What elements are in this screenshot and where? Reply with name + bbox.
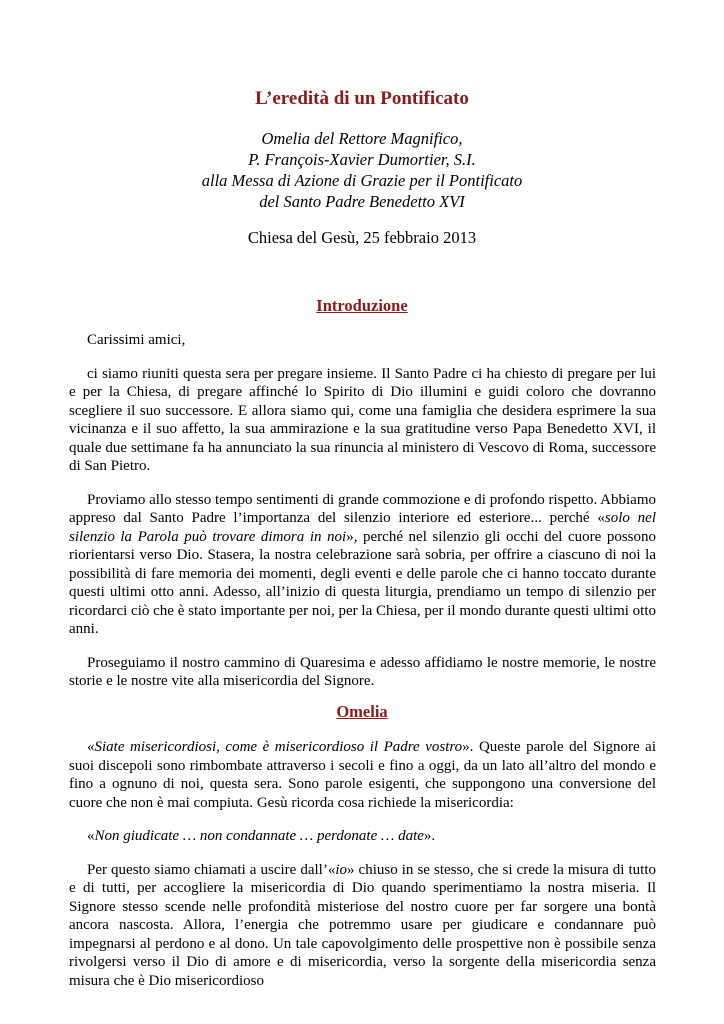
introduzione-body <box>69 331 656 706</box>
quote-run: solo nel silenzio la Parola può trovare dimora in noi <box>69 510 656 545</box>
subtitle-line: del Santo Padre Benedetto XVI <box>259 192 465 211</box>
section-heading-omelia: Omelia <box>336 702 388 721</box>
text-run: », perché nel silenzio gli occhi del cuore possono riorientarsi verso Dio. Stasera, la nostra celebrazione sarà sobria, per offrire a ciascuno di noi la possibilità di fare memoria dei momenti, degli eventi e delle parole che ci hanno toccato durante questi ultimi otto anni. Adesso, all’inizio di questa liturgia, prendiamo un tempo di silenzio per ricordarci ciò che è stato importante per noi, per la Chiesa, per il mondo durante questi ultimi otto anni. <box>69 528 656 637</box>
paragraph: ci siamo riuniti questa sera per pregare insieme. Il Santo Padre ci ha chiesto di pregare per lui e per la Chiesa, di pregare affinché lo Spirito di Dio illumini e guidi coloro che dovranno scegliere il suo successore. E allora siamo qui, come una famiglia che desidera esprimere la sua vicinanza e il suo affetto, la sua ammirazione e la sua gratitudine verso Papa Benedetto XVI, il quale due settimane fa ha annunciato la sua rinuncia al ministero di Vescovo di Roma, successore di San Pietro. <box>69 365 656 474</box>
text-run: « <box>87 739 95 755</box>
omelia-body <box>69 738 656 1005</box>
document-subtitle <box>0 128 724 212</box>
subtitle-line: Omelia del Rettore Magnifico, <box>261 129 463 148</box>
paragraph <box>69 738 656 812</box>
document-title: L’eredità di un Pontificato <box>255 88 469 109</box>
quote-run: io <box>335 861 348 878</box>
text-run: Per questo siamo chiamati a uscire dall’« <box>87 861 336 878</box>
section-heading-introduzione: Introduzione <box>316 296 408 315</box>
paragraph <box>69 491 656 639</box>
paragraph <box>69 827 656 846</box>
subtitle-line: alla Messa di Azione di Grazie per il Pontificato <box>201 171 523 190</box>
quote-run: Siate misericordiosi, come è misericordioso il Padre vostro <box>94 739 463 755</box>
salutation: Carissimi amici, <box>87 332 186 348</box>
text-run: « <box>87 828 95 844</box>
paragraph: Proseguiamo il nostro cammino di Quaresima e adesso affidiamo le nostre memorie, le nostre storie e le nostre vite alla misericordia del Signore. <box>69 654 656 689</box>
text-run: ». Queste parole del Signore ai suoi discepoli sono rimbombate attraverso i secoli e fino a oggi, da un lato all’altro del mondo e fino a ognuno di noi, questa sera. Sono parole esigenti, che suppongono una conversione del cuore che non è mai compiuta. Gesù ricorda cosa richiede la misericordia: <box>69 739 656 811</box>
text-run: » chiuso in se stesso, che si crede la misura di tutto e di tutti, per accogliere la misericordia di Dio quando sperimentiamo la nostra miseria. Il Signore stesso scende nelle profondità misteriose del nostro cuore per far sorgere una bontà ancora nascosta. Allora, l’energia che potremmo usare per giudicare e condannare può impegnarsi al perdono e al dono. Un tale capovolgimento delle prospettive non è possibile senza rivolgersi verso il Dio di amore e di misericordia, verso la sorgente della misericordia senza misura che è Dio misericordioso <box>69 861 656 989</box>
quote-run: Non giudicate … non condannate … perdonate … date <box>94 828 424 844</box>
subtitle-line: P. François-Xavier Dumortier, S.I. <box>248 150 476 169</box>
place-date: Chiesa del Gesù, 25 febbraio 2013 <box>247 228 477 247</box>
paragraph <box>69 861 656 991</box>
text-run: ». <box>423 828 436 844</box>
text-run: Proviamo allo stesso tempo sentimenti di grande commozione e di profondo rispetto. Abbiamo appreso dal Santo Padre l’importanza del silenzio interiore ed esteriore... perché « <box>69 491 656 526</box>
